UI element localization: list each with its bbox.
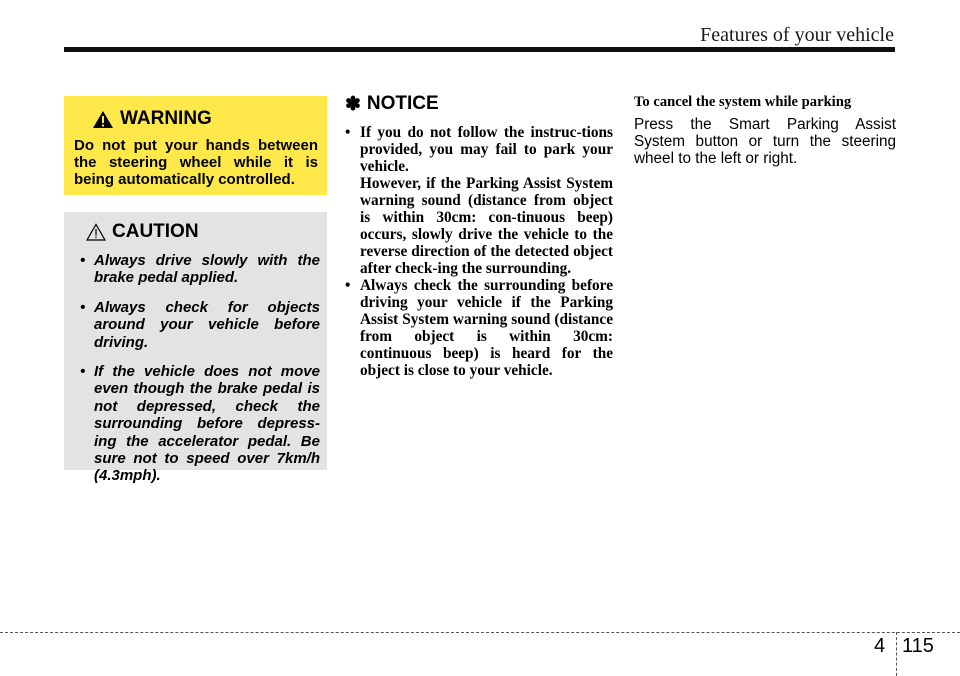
caution-triangle-icon	[86, 223, 106, 241]
notice-asterisk-icon: ✽	[345, 93, 361, 115]
caution-list	[74, 252, 320, 485]
footer-rule	[0, 632, 960, 633]
warning-heading	[92, 107, 318, 131]
page-header-title: Features of your vehicle	[700, 24, 894, 46]
notice-list	[345, 124, 613, 379]
notice-item-text: If you do not follow the instruc-tions provided, you may fail to park your vehicle.	[360, 124, 613, 175]
footer-divider	[896, 632, 897, 676]
warning-title: WARNING	[120, 108, 212, 129]
caution-heading	[86, 220, 320, 244]
notice-item	[345, 124, 613, 277]
cancel-system-text: Press the Smart Parking Assist System button or turn the steering wheel to the left or right.	[634, 116, 896, 167]
caution-item: • If the vehicle does not move even though the brake pedal is not depressed, check the surrounding before depress-ing the accelerator pedal. Be sure not to speed over 7km/h (4.3mph).	[74, 363, 320, 485]
notice-item	[345, 277, 613, 379]
warning-triangle-icon	[92, 110, 114, 129]
warning-text: Do not put your hands between the steering wheel while it is being automatically controlled.	[74, 137, 318, 188]
warning-box	[64, 96, 327, 195]
notice-item-text: Always check the surrounding before driving your vehicle if the Parking Assist System warning sound (distance from object is within 30cm: continuous beep) is heard for the object is close to your vehicle.	[360, 277, 613, 379]
cancel-system-heading: To cancel the system while parking	[634, 94, 852, 110]
notice-section	[345, 93, 613, 379]
cancel-system-section	[634, 94, 896, 167]
caution-title: CAUTION	[112, 221, 199, 242]
chapter-number: 4	[874, 635, 886, 657]
caution-item: • Always drive slowly with the brake pedal applied.	[74, 252, 320, 287]
page-number: 115	[902, 635, 934, 657]
notice-heading	[345, 93, 613, 115]
notice-item-continuation: However, if the Parking Assist System warning sound (distance from object is within 30cm: con-tinuous beep) occurs, slowly drive the vehicle to the reverse direction of the detected object after check-ing the surrounding.	[360, 175, 613, 277]
notice-title: NOTICE	[366, 93, 439, 114]
header-rule	[64, 47, 895, 52]
caution-box	[64, 212, 327, 485]
caution-item: • Always check for objects around your vehicle before driving.	[74, 299, 320, 351]
